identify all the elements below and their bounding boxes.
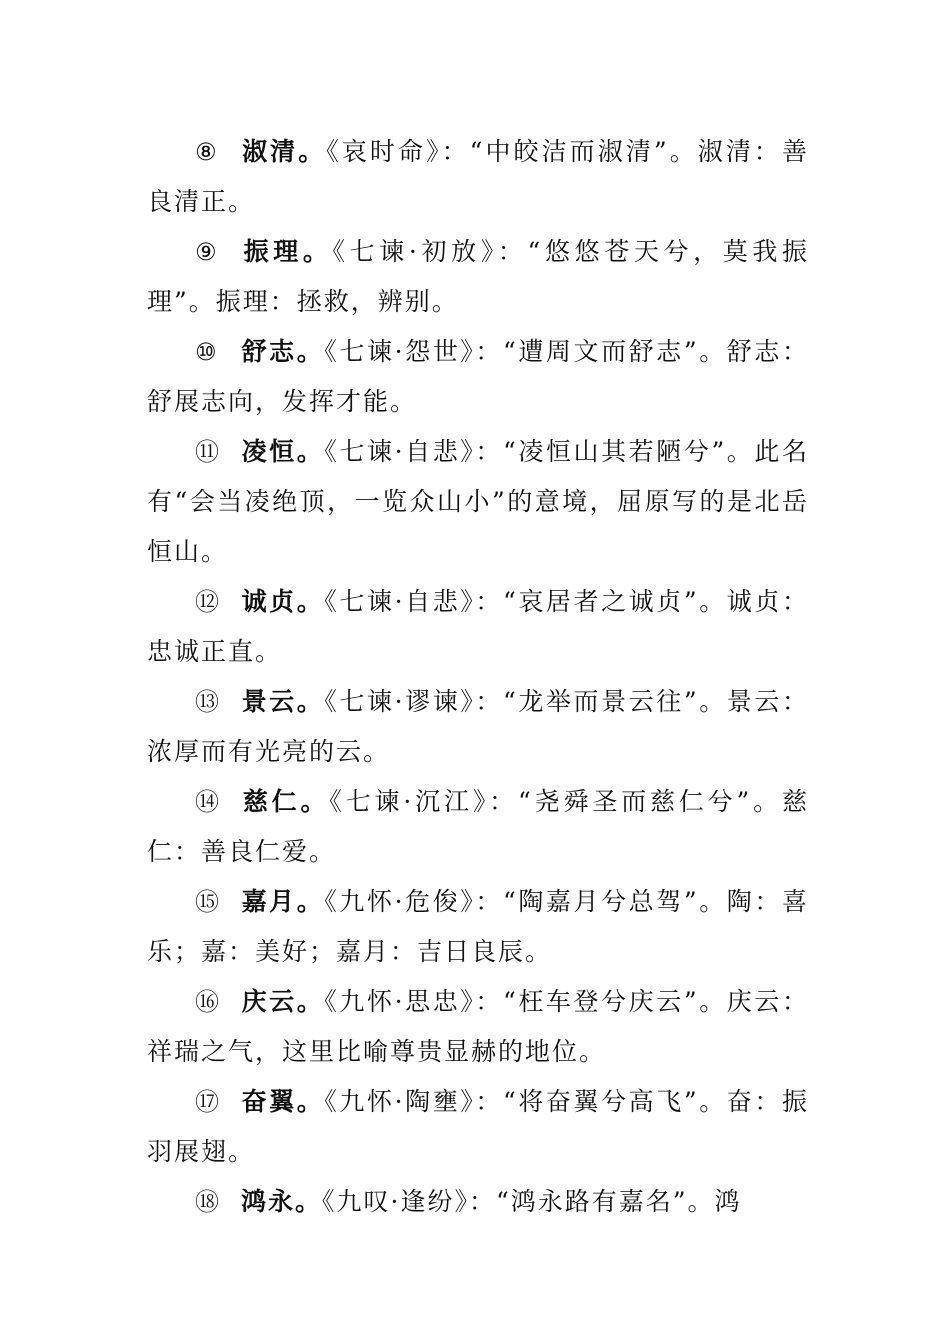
entry-text: 《九怀·陶壅》：“将奋翼兮高飞”。奋：振羽展翅。 — [147, 1087, 809, 1166]
entry-term: 振理。 — [241, 237, 333, 266]
annotation-entry-12 — [147, 577, 809, 677]
entry-number: ⑧ — [195, 138, 219, 166]
annotation-list — [147, 127, 809, 1227]
entry-text: 《七谏·自悲》：“哀居者之诚贞”。诚贞：忠诚正直。 — [147, 587, 809, 666]
entry-number: ⑱ — [195, 1188, 221, 1216]
entry-text: 《九怀·危俊》：“陶嘉月兮总驾”。陶：喜乐；嘉：美好；嘉月：吉日良辰。 — [147, 887, 809, 966]
entry-term: 诚贞。 — [241, 587, 325, 616]
annotation-entry-11 — [147, 427, 809, 577]
entry-term: 鸿永。 — [241, 1187, 323, 1216]
entry-text: 《七谏·怨世》：“遭周文而舒志”。舒志：舒展志向，发挥才能。 — [147, 337, 809, 416]
annotation-entry-10 — [147, 327, 809, 427]
entry-term: 凌恒。 — [241, 437, 325, 466]
annotation-entry-16 — [147, 977, 809, 1077]
entry-text: 《七谏·自悲》：“凌恒山其若陋兮”。此名有“会当凌绝顶，一览众山小”的意境，屈原写的是北岳恒山。 — [147, 437, 809, 566]
entry-term: 庆云。 — [241, 987, 325, 1016]
entry-number: ⑬ — [195, 688, 221, 716]
entry-number: ⑰ — [195, 1088, 221, 1116]
entry-term: 景云。 — [241, 687, 325, 716]
annotation-entry-18 — [147, 1177, 809, 1227]
entry-number: ⑫ — [195, 588, 221, 616]
entry-text: 《七谏·谬谏》：“龙举而景云往”。景云：浓厚而有光亮的云。 — [147, 687, 809, 766]
entry-text: 《哀时命》：“中皎洁而淑清”。淑清：善良清正。 — [147, 137, 809, 216]
entry-term: 嘉月。 — [241, 887, 325, 916]
entry-term: 淑清。 — [241, 137, 327, 166]
annotation-entry-9 — [147, 227, 809, 327]
entry-number: ⑯ — [195, 988, 221, 1016]
annotation-entry-8 — [147, 127, 809, 227]
entry-term: 奋翼。 — [241, 1087, 325, 1116]
entry-number: ⑨ — [195, 238, 219, 266]
entry-number: ⑪ — [195, 438, 221, 466]
entry-text: 《九叹·逢纷》：“鸿永路有嘉名”。鸿 — [322, 1187, 742, 1216]
annotation-entry-13 — [147, 677, 809, 777]
entry-text: 《七谏·初放》：“悠悠苍天兮，莫我振理”。振理：拯救，辨别。 — [147, 237, 809, 316]
entry-term: 慈仁。 — [241, 787, 330, 816]
entry-term: 舒志。 — [241, 337, 325, 366]
entry-text: 《九怀·思忠》：“枉车登兮庆云”。庆云：祥瑞之气，这里比喻尊贵显赫的地位。 — [147, 987, 809, 1066]
entry-number: ⑮ — [195, 888, 221, 916]
entry-number: ⑩ — [195, 338, 219, 366]
annotation-entry-14 — [147, 777, 809, 877]
entry-number: ⑭ — [195, 788, 221, 816]
annotation-entry-15 — [147, 877, 809, 977]
entry-text: 《七谏·沉江》：“尧舜圣而慈仁兮”。慈仁：善良仁爱。 — [147, 787, 809, 866]
annotation-entry-17 — [147, 1077, 809, 1177]
